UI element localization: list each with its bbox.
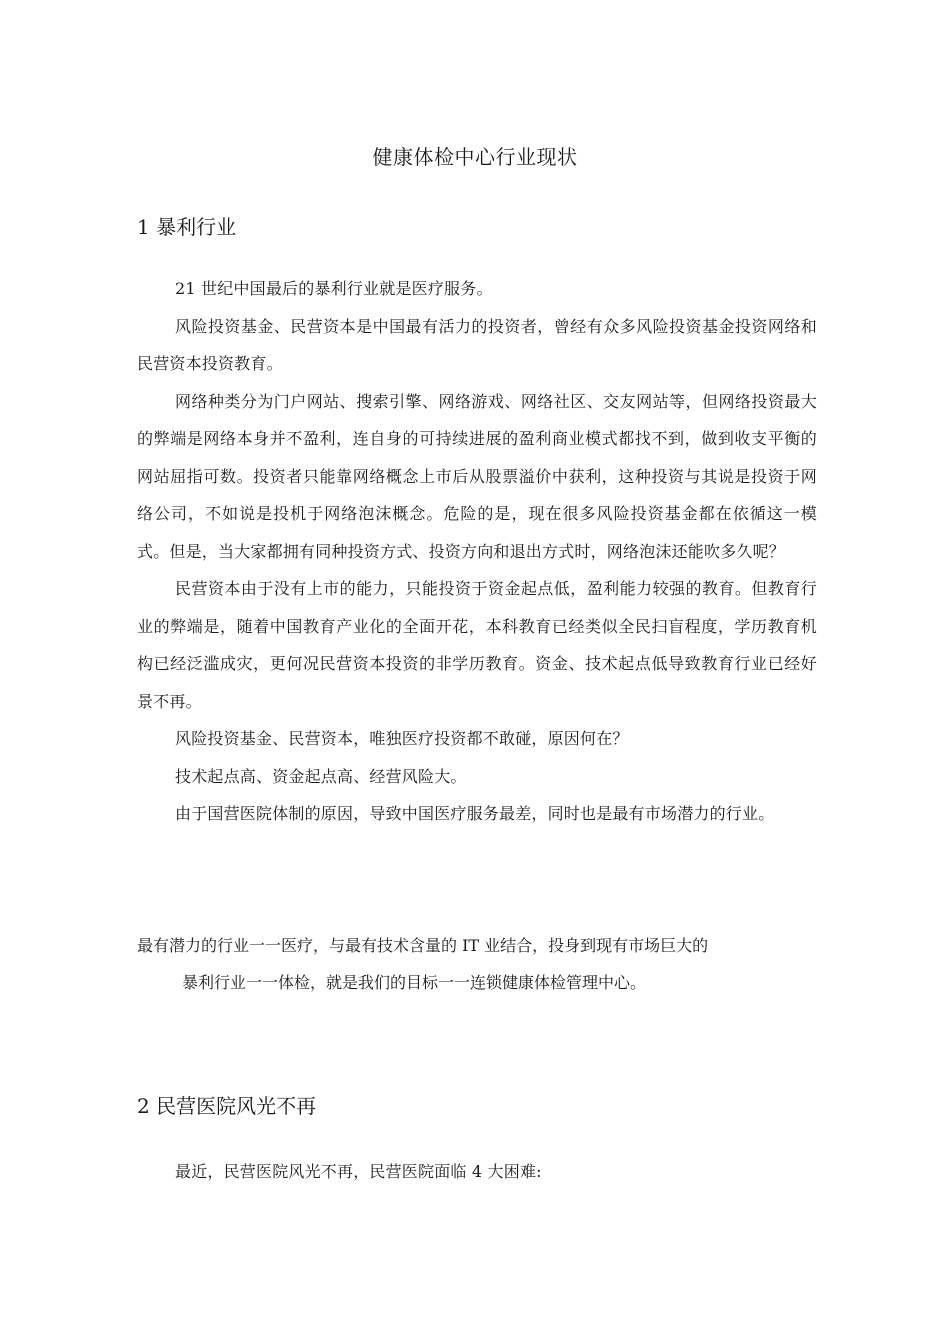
paragraph: 民营资本由于没有上市的能力，只能投资于资金起点低，盈利能力较强的教育。但教育行业的弊端是，随着中国教育产业化的全面开花，本科教育已经类似全民扫盲程度，学历教育机构已经泛滥成灾，更何况民营资本投资的非学历教育。资金、技术起点低导致教育行业已经好景不再。 (137, 579, 817, 711)
summary-line-2: 暴利行业一一体检，就是我们的目标一一连锁健康体检管理中心。 (182, 973, 647, 992)
section-heading-1: 1 暴利行业 (137, 215, 237, 239)
paragraph: 由于国营医院体制的原因，导致中国医疗服务最差，同时也是最有市场潜力的行业。 (175, 804, 775, 823)
section-1-body (137, 270, 817, 833)
section-heading-2: 2 民营医院风光不再 (137, 1094, 317, 1118)
paragraph: 最近，民营医院风光不再，民营医院面临 4 大困难: (175, 1162, 542, 1181)
section-2-body (137, 1153, 817, 1191)
document-title: 健康体检中心行业现状 (372, 145, 578, 169)
paragraph: 技术起点高、资金起点高、经营风险大。 (175, 766, 467, 786)
paragraph: 风险投资基金、民营资本是中国最有活力的投资者，曾经有众多风险投资基金投资网络和民营资本投资教育。 (137, 316, 817, 373)
summary-line-1: 最有潜力的行业一一医疗，与最有技术含量的 IT 业结合，投身到现有市场巨大的 (137, 936, 709, 955)
section-1-summary (137, 927, 827, 1001)
paragraph: 21 世纪中国最后的暴利行业就是医疗服务。 (175, 279, 493, 298)
paragraph: 网络种类分为门户网站、搜索引擎、网络游戏、网络社区、交友网站等，但网络投资最大的弊端是网络本身并不盈利，连自身的可持续进展的盈利商业模式都找不到，做到收支平衡的网站屈指可数。投资者只能靠网络概念上市后从股票溢价中获利，这种投资与其说是投资于网络公司，不如说是投机于网络泡沫概念。危险的是，现在很多风险投资基金都在依循这一模式。但是，当大家都拥有同种投资方式、投资方向和退出方式时，网络泡沫还能吹多久呢？ (137, 391, 817, 561)
paragraph: 风险投资基金、民营资本，唯独医疗投资都不敢碰，原因何在？ (175, 729, 629, 748)
